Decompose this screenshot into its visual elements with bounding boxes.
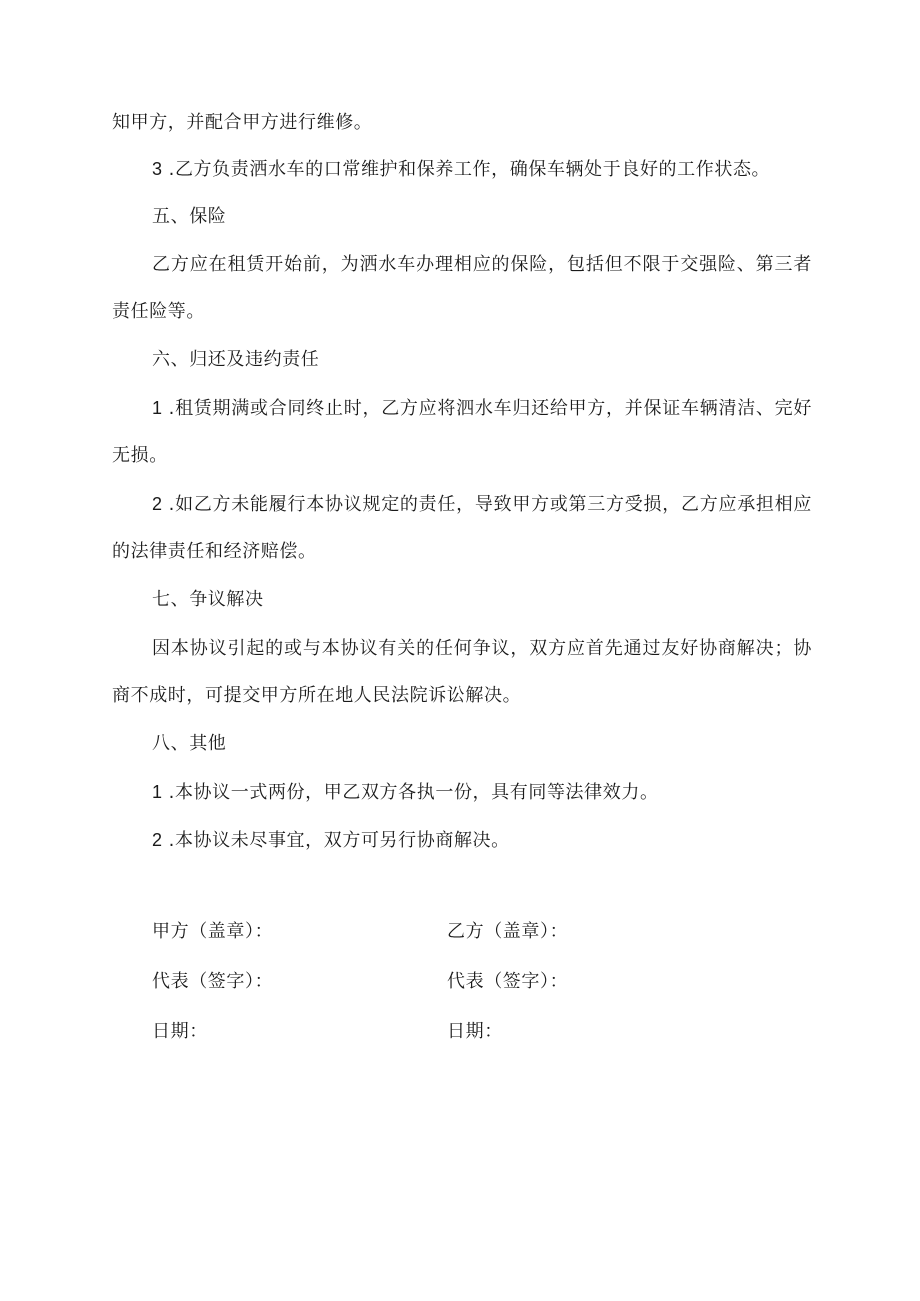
paragraph-line: [112, 444, 812, 468]
line-text: 商不成时，可提交甲方所在地人民法院诉讼解决。: [112, 685, 522, 706]
paragraph-line: [112, 540, 812, 564]
list-number: 2: [152, 830, 163, 850]
section-heading: 五、保险: [152, 206, 227, 227]
line-text: 因本协议引起的或与本协议有关的任何争议，双方应首先通过友好协商解决；协: [152, 638, 812, 659]
list-number: 1: [152, 398, 163, 418]
line-text: .如乙方未能履行本协议规定的责任，导致甲方或第三方受损，乙方应承担相应: [168, 494, 812, 515]
party-a-date-label: 日期：: [152, 1021, 208, 1042]
section-heading-return: [152, 348, 852, 372]
party-b-representative-label: 代表（签字）：: [447, 971, 569, 992]
list-number: 1: [152, 782, 163, 802]
line-text: 知甲方，并配合甲方进行维修。: [112, 112, 373, 133]
line-text: 无损。: [112, 445, 168, 466]
party-a-seal-label: 甲方（盖章）：: [152, 921, 274, 942]
party-b-seal-label: 乙方（盖章）：: [447, 921, 569, 942]
list-item-1: [152, 396, 812, 421]
section-heading: 八、其他: [152, 733, 227, 754]
paragraph-line: [112, 300, 812, 324]
party-b-date-label: 日期：: [447, 1021, 503, 1042]
list-number: 2: [152, 494, 163, 514]
paragraph-line: [112, 111, 812, 135]
list-item-3: [152, 157, 852, 182]
paragraph-line: [112, 684, 812, 708]
party-a-representative-label: 代表（签字）：: [152, 971, 274, 992]
section-heading: 六、归还及违约责任: [152, 349, 320, 370]
line-text: .租赁期满或合同终止时，乙方应将泗水车归还给甲方，并保证车辆清洁、完好: [168, 398, 812, 419]
line-text: .本协议未尽事宜，双方可另行协商解决。: [168, 830, 510, 851]
section-heading: 七、争议解决: [152, 589, 264, 610]
paragraph-line: [152, 253, 812, 277]
list-item-2: [152, 492, 812, 517]
list-number: 3: [152, 159, 163, 179]
line-text: 责任险等。: [112, 301, 205, 322]
list-item-2: [152, 828, 852, 853]
line-text: .本协议一式两份，甲乙双方各执一份，具有同等法律效力。: [168, 782, 659, 803]
line-text: 的法律责任和经济赔偿。: [112, 541, 317, 562]
section-heading-other: [152, 732, 852, 756]
list-item-1: [152, 780, 852, 805]
paragraph-line: [152, 637, 812, 661]
section-heading-dispute: [152, 588, 852, 612]
line-text: .乙方负责洒水车的口常维护和保养工作，确保车辆处于良好的工作状态。: [168, 159, 771, 180]
section-heading-insurance: [152, 205, 852, 229]
line-text: 乙方应在租赁开始前，为洒水车办理相应的保险，包括但不限于交强险、第三者: [152, 254, 812, 275]
